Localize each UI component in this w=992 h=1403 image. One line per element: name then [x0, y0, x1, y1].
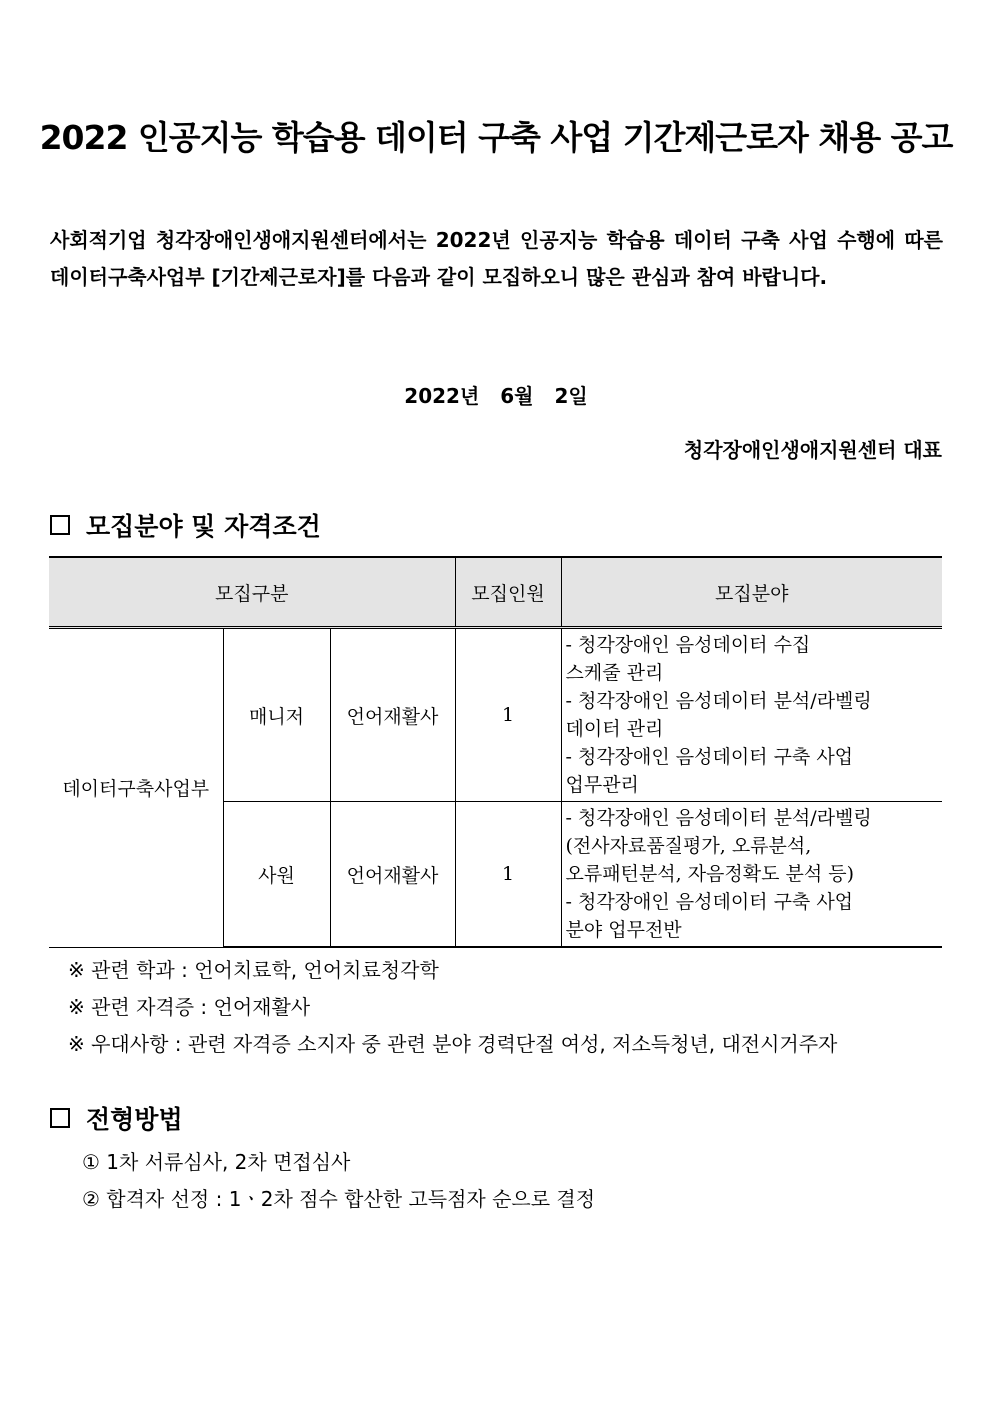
department-cell: 데이터구축사업부: [49, 628, 223, 948]
announcement-date: 2022년 6월 2일: [404, 384, 588, 408]
duty-line: 업무관리: [565, 774, 639, 796]
note-preference: ※ 우대사항 : 관련 자격증 소지자 중 관련 분야 경력단절 여성, 저소득청년, 대전시거주자: [68, 1032, 838, 1056]
duties-cell: [561, 628, 942, 802]
checkbox-icon: [50, 515, 70, 535]
count-cell: 1: [455, 802, 561, 948]
note-related-major: ※ 관련 학과 : 언어치료학, 언어치료청각학: [68, 958, 439, 982]
position-cell: 매니저: [223, 628, 330, 802]
qualification-cell: 언어재활사: [330, 628, 455, 802]
notes-list: [68, 952, 837, 1063]
duty-line: - 청각장애인 음성데이터 구축 사업: [565, 746, 854, 768]
qualification-cell: 언어재활사: [330, 802, 455, 948]
header-count: 모집인원: [455, 557, 561, 628]
list-item: ② 합격자 선정 : 1ㆍ2차 점수 합산한 고득점자 순으로 결정: [82, 1187, 596, 1211]
duty-line: 분야 업무전반: [565, 919, 682, 941]
count-cell: 1: [455, 628, 561, 802]
duty-line: (전사자료품질평가, 오류분석,: [565, 835, 812, 857]
table-row: [49, 628, 942, 802]
intro-paragraph: 사회적기업 청각장애인생애지원센터에서는 2022년 인공지능 학습용 데이터 구축 사업 수행에 따른 데이터구축사업부 [기간제근로자]를 다음과 같이 모집하오니 많은 관심과 참여 바랍니다.: [50, 228, 943, 289]
duty-line: 스케줄 관리: [565, 662, 664, 684]
section-heading-label: 모집분야 및 자격조건: [86, 512, 321, 541]
duty-line: - 청각장애인 음성데이터 분석/라벨링: [565, 807, 872, 829]
section-heading-recruitment: [50, 507, 321, 543]
header-field: 모집분야: [561, 557, 942, 628]
recruitment-table: [49, 556, 942, 948]
duty-line: 오류패턴분석, 자음정확도 분석 등): [565, 863, 855, 885]
signer: 청각장애인생애지원센터 대표: [683, 438, 942, 462]
page-title: 2022 인공지능 학습용 데이터 구축 사업 기간제근로자 채용 공고: [39, 118, 953, 157]
header-category: 모집구분: [49, 557, 455, 628]
position-cell: 사원: [223, 802, 330, 948]
checkbox-icon: [50, 1108, 70, 1128]
note-certificate: ※ 관련 자격증 : 언어재활사: [68, 995, 311, 1019]
duty-line: - 청각장애인 음성데이터 구축 사업: [565, 891, 854, 913]
list-item: ① 1차 서류심사, 2차 면접심사: [82, 1150, 351, 1174]
duty-line: - 청각장애인 음성데이터 분석/라벨링: [565, 690, 872, 712]
duty-line: - 청각장애인 음성데이터 수집: [565, 634, 811, 656]
table-header-row: [49, 557, 942, 628]
section-heading-selection: [50, 1100, 183, 1136]
duties-cell: [561, 802, 942, 948]
duty-line: 데이터 관리: [565, 718, 664, 740]
section-heading-label: 전형방법: [86, 1105, 183, 1134]
selection-methods-list: [82, 1144, 595, 1218]
